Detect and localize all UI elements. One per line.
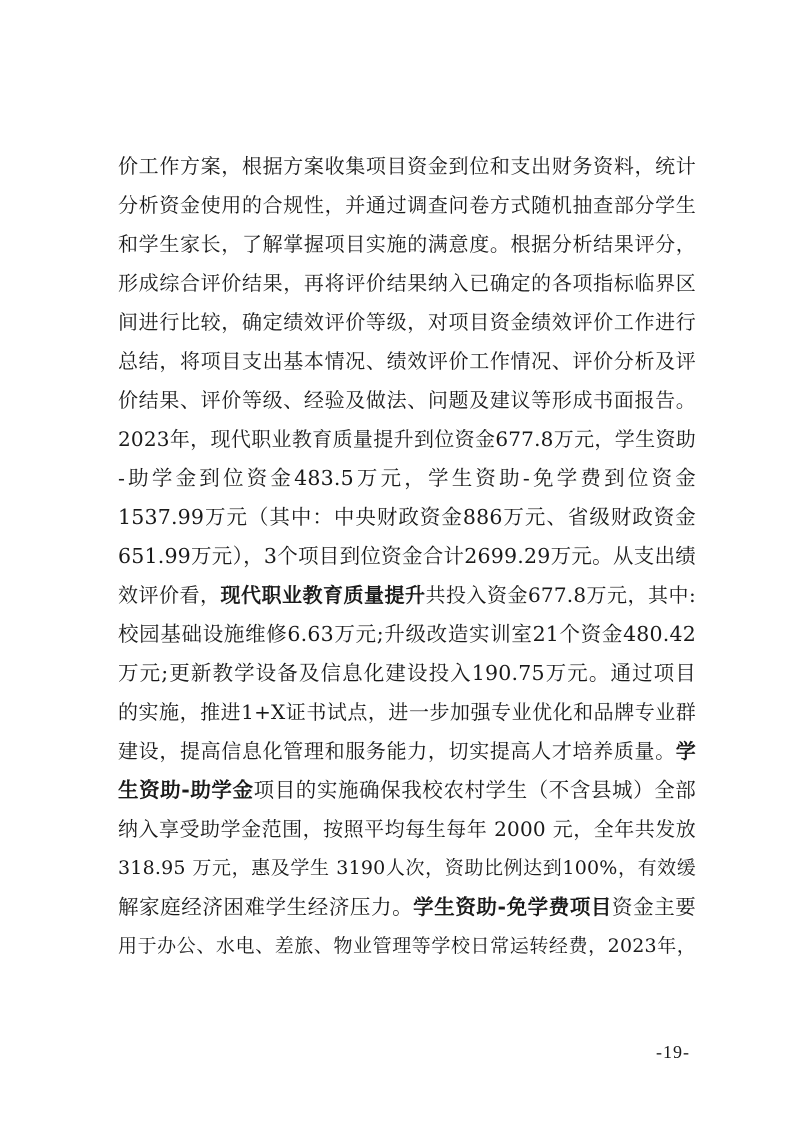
- bold-text-segment: 学: [675, 739, 696, 763]
- text-segment: 318.95 万元，惠及学生 3190人次，资助比例达到100%，有效缓: [118, 857, 696, 879]
- body-text: [118, 147, 696, 966]
- text-line: [118, 537, 696, 576]
- text-line: [118, 888, 696, 927]
- text-line: [118, 927, 696, 966]
- text-segment: 万元;更新教学设备及信息化建设投入190.75万元。通过项目: [118, 661, 696, 685]
- text-line: [118, 303, 696, 342]
- text-segment: 和学生家长，了解掌握项目实施的满意度。根据分析结果评分，: [118, 232, 696, 256]
- text-segment: 效评价看，: [118, 583, 221, 607]
- bold-text-segment: 生资助-助学金: [118, 778, 254, 802]
- text-segment: 价工作方案，根据方案收集项目资金到位和支出财务资料，统计: [118, 154, 696, 178]
- text-segment: 形成综合评价结果，再将评价结果纳入已确定的各项指标临界区: [118, 271, 696, 295]
- text-segment: 用于办公、水电、差旅、物业管理等学校日常运转经费，2023年，: [118, 935, 696, 957]
- text-segment: 项目的实施确保我校农村学生（不含县城）全部: [253, 778, 696, 802]
- text-line: [118, 147, 696, 186]
- text-segment: 价结果、评价等级、经验及做法、问题及建议等形成书面报告。: [118, 388, 696, 412]
- text-line: [118, 810, 696, 849]
- bold-text-segment: 现代职业教育质量提升: [220, 583, 426, 607]
- text-segment: -助学金到位资金483.5万元，学生资助-免学费到位资金: [118, 466, 696, 490]
- text-line: [118, 225, 696, 264]
- text-segment: 651.99万元），3个项目到位资金合计2699.29万元。从支出绩: [118, 544, 696, 568]
- text-line: [118, 693, 696, 732]
- text-line: [118, 654, 696, 693]
- text-segment: 建设，提高信息化管理和服务能力，切实提高人才培养质量。: [118, 739, 676, 763]
- text-segment: 校园基础设施维修6.63万元;升级改造实训室21个资金480.42: [118, 622, 696, 646]
- text-line: [118, 615, 696, 654]
- text-segment: 的实施，推进1+X证书试点，进一步加强专业优化和品牌专业群: [118, 700, 696, 724]
- text-segment: 2023年，现代职业教育质量提升到位资金677.8万元，学生资助: [118, 427, 696, 451]
- text-segment: 资金主要: [612, 895, 696, 919]
- text-line: [118, 498, 696, 537]
- bold-text-segment: 学生资助-免学费项目: [413, 895, 613, 919]
- text-line: [118, 771, 696, 810]
- text-segment: 解家庭经济困难学生经济压力。: [118, 895, 414, 919]
- text-segment: 共投入资金677.8万元，其中:: [425, 583, 696, 607]
- text-segment: 间进行比较，确定绩效评价等级，对项目资金绩效评价工作进行: [118, 310, 696, 334]
- text-line: [118, 186, 696, 225]
- text-line: [118, 459, 696, 498]
- text-line: [118, 264, 696, 303]
- text-line: [118, 576, 696, 615]
- text-segment: 总结，将项目支出基本情况、绩效评价工作情况、评价分析及评: [118, 349, 696, 373]
- text-segment: 分析资金使用的合规性，并通过调查问卷方式随机抽查部分学生: [118, 193, 696, 217]
- text-segment: 1537.99万元（其中：中央财政资金886万元、省级财政资金: [118, 505, 696, 529]
- text-line: [118, 381, 696, 420]
- page-number: -19-: [656, 1042, 690, 1062]
- text-line: [118, 732, 696, 771]
- text-line: [118, 849, 696, 888]
- text-segment: 纳入享受助学金范围，按照平均每生每年 2000 元，全年共发放: [118, 817, 696, 841]
- text-line: [118, 342, 696, 381]
- text-line: [118, 420, 696, 459]
